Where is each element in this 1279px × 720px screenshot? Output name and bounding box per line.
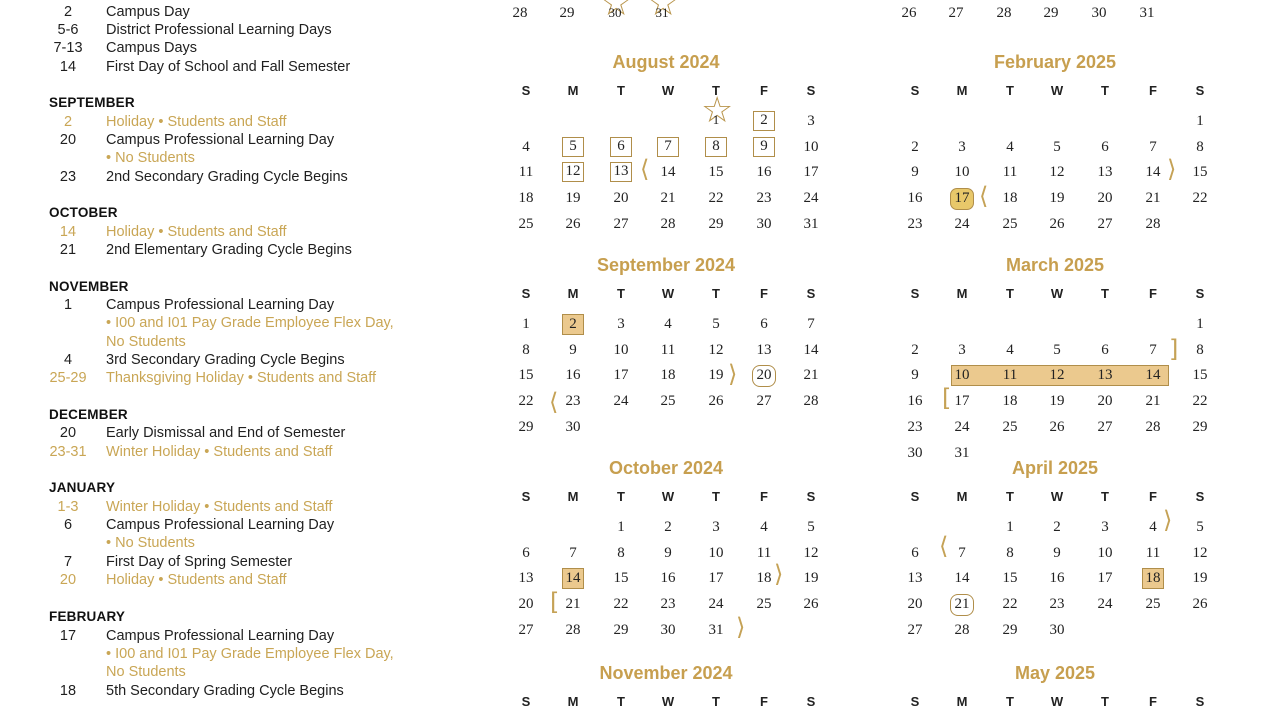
weekday-label: T <box>712 694 720 709</box>
calendar-day: 7 <box>569 545 577 561</box>
weekday-label: T <box>1101 694 1109 709</box>
weekday-label: F <box>1149 489 1157 504</box>
calendar-day: 8 <box>1006 545 1014 561</box>
calendar-day: 26 <box>803 596 819 612</box>
calendar-day: 5 <box>1053 342 1061 358</box>
calendar-day: 30 <box>756 216 772 232</box>
calendar-title: August 2024 <box>612 52 720 72</box>
calendar-day: 15 <box>613 570 629 586</box>
calendar-day: 17 <box>950 188 974 210</box>
chevron-marker-icon: [ <box>550 588 560 616</box>
weekday-label: M <box>567 489 579 504</box>
calendar-day: 25 <box>518 216 534 232</box>
calendar-day: 20 <box>1097 190 1113 206</box>
calendar-day: 6 <box>610 137 632 157</box>
calendar-day: 12 <box>803 545 819 561</box>
month-heading: FEBRUARY <box>49 609 126 624</box>
calendar-day: 3 <box>1101 519 1109 535</box>
weekday-label: F <box>760 489 768 504</box>
calendar-title: September 2024 <box>596 255 736 275</box>
weekday-label: W <box>1050 694 1064 709</box>
calendar-day: 24 <box>1097 596 1113 612</box>
calendar-day: 4 <box>1149 519 1157 535</box>
calendar-day: 14 <box>1145 164 1161 180</box>
weekday-label: S <box>521 286 531 301</box>
calendar-day: 31 <box>1139 5 1155 21</box>
calendar-day: 3 <box>807 113 815 129</box>
calendar-day: 4 <box>1006 139 1014 155</box>
calendar-day: 25 <box>1002 419 1018 435</box>
weekday-label: T <box>1101 489 1109 504</box>
calendar-title: November 2024 <box>599 663 733 683</box>
chevron-marker-icon: ⟩ <box>1163 506 1173 534</box>
calendar-day: 11 <box>1002 164 1018 180</box>
calendar-day: 14 <box>562 568 584 589</box>
calendar-day: 5 <box>807 519 815 535</box>
calendar-day: 25 <box>1002 216 1018 232</box>
calendar-day: 2 <box>753 111 775 131</box>
weekday-label: T <box>712 286 720 301</box>
calendar-day: 7 <box>1149 139 1157 155</box>
calendar-day: 23 <box>756 190 772 206</box>
calendar-day: 4 <box>1006 342 1014 358</box>
calendar-day: 10 <box>708 545 724 561</box>
calendar-day: 1 <box>617 519 625 535</box>
weekday-label: T <box>1006 83 1014 98</box>
weekday-label: S <box>1195 286 1205 301</box>
calendar-day: 6 <box>1101 139 1109 155</box>
weekday-label: S <box>521 694 531 709</box>
calendar-title: April 2025 <box>1011 458 1099 478</box>
calendar-day: 23 <box>907 216 923 232</box>
calendar-day: 10 <box>613 342 629 358</box>
calendar-day: 28 <box>660 216 676 232</box>
calendar-day: 20 <box>907 596 923 612</box>
calendar-day: 27 <box>518 622 534 638</box>
weekday-label: M <box>956 83 968 98</box>
calendar-day: 3 <box>617 316 625 332</box>
calendar-day: 22 <box>1192 393 1208 409</box>
calendar-day: 9 <box>664 545 672 561</box>
calendar-day: 24 <box>954 216 970 232</box>
calendar-title: February 2025 <box>993 52 1117 72</box>
weekday-label: T <box>617 694 625 709</box>
calendar-day: 1 <box>1196 113 1204 129</box>
calendar-day: 10 <box>954 367 970 383</box>
weekday-label: M <box>956 489 968 504</box>
calendar-day: 14 <box>803 342 819 358</box>
calendar-day: 22 <box>708 190 724 206</box>
weekday-label: F <box>1149 286 1157 301</box>
chevron-marker-icon: ⟨ <box>939 532 949 560</box>
weekday-label: W <box>1050 83 1064 98</box>
calendar-day: 6 <box>911 545 919 561</box>
calendar-day: 17 <box>1097 570 1113 586</box>
weekday-label: S <box>806 286 816 301</box>
calendar-day: 12 <box>562 162 584 182</box>
calendar-day: 23 <box>1049 596 1065 612</box>
calendar-day: 25 <box>756 596 772 612</box>
calendar-day: 22 <box>1002 596 1018 612</box>
calendar-day: 28 <box>803 393 819 409</box>
weekday-label: T <box>1006 694 1014 709</box>
calendar-day: 15 <box>1002 570 1018 586</box>
calendar-day: 13 <box>756 342 772 358</box>
calendar-day: 1 <box>1196 316 1204 332</box>
calendar-day: 8 <box>1196 139 1204 155</box>
chevron-marker-icon: ⟩ <box>1167 155 1177 183</box>
weekday-label: W <box>661 83 675 98</box>
calendar-day: 9 <box>1053 545 1061 561</box>
calendar-day: 9 <box>569 342 577 358</box>
chevron-marker-icon: ⟩ <box>728 360 738 388</box>
calendar-day: 31 <box>708 622 724 638</box>
calendar-day: 16 <box>907 190 923 206</box>
weekday-label: W <box>1050 489 1064 504</box>
calendar-day: 28 <box>512 5 528 21</box>
weekday-label: T <box>712 489 720 504</box>
calendar-day: 29 <box>613 622 629 638</box>
calendar-day: 4 <box>664 316 672 332</box>
weekday-label: W <box>661 489 675 504</box>
calendar-day: 30 <box>1049 622 1065 638</box>
calendar-day: 3 <box>712 519 720 535</box>
calendar-day: 12 <box>1049 367 1065 383</box>
calendar-day: 16 <box>565 367 581 383</box>
calendar-day: 27 <box>907 622 923 638</box>
calendar-day: 16 <box>1049 570 1065 586</box>
weekday-label: W <box>1050 286 1064 301</box>
calendar-day: ☆ 31 <box>647 4 677 22</box>
weekday-label: T <box>1006 286 1014 301</box>
weekday-label: F <box>760 286 768 301</box>
calendar-day: 16 <box>907 393 923 409</box>
calendar-day: 26 <box>708 393 724 409</box>
calendar-day: 10 <box>954 164 970 180</box>
weekday-label: M <box>567 286 579 301</box>
calendar-day: 1 <box>1006 519 1014 535</box>
calendar-day: 23 <box>907 419 923 435</box>
calendar-day: 19 <box>1192 570 1208 586</box>
calendar-day: 29 <box>1002 622 1018 638</box>
calendar-day: 3 <box>958 139 966 155</box>
calendar-day: 18 <box>518 190 534 206</box>
calendar-day: 2 <box>562 314 584 335</box>
chevron-marker-icon: ⟩ <box>774 560 784 588</box>
weekday-label: T <box>1101 286 1109 301</box>
calendar-day: 26 <box>1049 216 1065 232</box>
events-list: 2 Campus Day 5-6 District Professional Learning Days 7-13 Campus Days 14 First Day of School and Fall Semester SEPTEMBER 2 Holiday • Students and Staff 20 Campus Professional Learning Day • No Students 23 2nd Secondary Grading Cycle Begins OCTOBER 14 Holiday • Students and Staff 21 2nd Elementary Grading Cycle Begins NOVEMBER 1 Campus Professional Learning Day • I00 and I01 Pay Grade Employee Flex Day, No Students 4 3rd Secondary Grading Cycle Begins 25-29 Thanksgiving Holiday • Students and Staff DECEMBER 20 Early Dismissal and End of Semester 23-31 Winter Holiday • Students and Staff JANUARY 1-3 Winter Holiday • Students and Staff 6 Campus Professional Learning Day • No Students 7 First Day of Spring Semester 20 Holiday • Students and Staff FEBRUARY 17 Campus Professional Learning Day • I00 and I01 Pay Grade Employee Flex Day, No Students 18 5th Secondary Grading Cycle Begins <box>49 4 394 699</box>
month-heading: DECEMBER <box>49 407 128 422</box>
weekday-label: S <box>806 694 816 709</box>
calendar-day: 16 <box>756 164 772 180</box>
weekday-label: S <box>910 694 920 709</box>
chevron-marker-icon: ⟨ <box>549 388 559 416</box>
calendar-day: 9 <box>911 367 919 383</box>
calendar-day: 10 <box>1097 545 1113 561</box>
calendar-title: May 2025 <box>1014 663 1096 683</box>
calendar-day: 30 <box>1091 5 1107 21</box>
calendar-day: 23 <box>565 393 581 409</box>
calendar-day: ☆ 30 <box>600 4 630 22</box>
calendar-day: 18 <box>1142 568 1164 589</box>
month-heading: JANUARY <box>49 480 116 495</box>
weekday-label: W <box>661 286 675 301</box>
calendar-day: 13 <box>1097 367 1113 383</box>
calendar-day: 11 <box>518 164 534 180</box>
calendar-day: 2 <box>911 342 919 358</box>
calendar-day: 13 <box>518 570 534 586</box>
calendar-day: 14 <box>954 570 970 586</box>
calendar-day: 8 <box>617 545 625 561</box>
weekday-label: M <box>956 286 968 301</box>
calendar-day: 17 <box>803 164 819 180</box>
calendar-day: 1 <box>522 316 530 332</box>
calendar-day: 2 <box>1053 519 1061 535</box>
weekday-label: M <box>567 83 579 98</box>
calendar-day: 29 <box>708 216 724 232</box>
weekday-label: S <box>1195 489 1205 504</box>
weekday-label: T <box>712 83 720 98</box>
calendar-day: 26 <box>1192 596 1208 612</box>
calendar-day: 11 <box>1145 545 1161 561</box>
calendar-day: 31 <box>803 216 819 232</box>
calendar-day: 8 <box>1196 342 1204 358</box>
chevron-marker-icon: [ <box>942 384 952 412</box>
calendar-day: 19 <box>708 367 724 383</box>
weekday-label: T <box>617 489 625 504</box>
weekday-label: F <box>1149 83 1157 98</box>
calendar-day: ☆ 1 <box>701 111 731 129</box>
calendar-day: 13 <box>1097 164 1113 180</box>
weekday-label: M <box>567 694 579 709</box>
calendar-day: 28 <box>954 622 970 638</box>
calendar-day: 8 <box>705 137 727 157</box>
weekday-label: S <box>1195 83 1205 98</box>
calendar-day: 30 <box>565 419 581 435</box>
calendar-day: 20 <box>613 190 629 206</box>
weekday-label: M <box>956 694 968 709</box>
calendar-day: 15 <box>708 164 724 180</box>
month-heading: SEPTEMBER <box>49 95 135 110</box>
calendar-day: 22 <box>613 596 629 612</box>
calendar-day: 21 <box>1145 190 1161 206</box>
calendar-day: 18 <box>1002 190 1018 206</box>
calendar-day: 20 <box>518 596 534 612</box>
calendar-day: 30 <box>907 445 923 461</box>
calendar-day: 14 <box>660 164 676 180</box>
calendar-day: 19 <box>803 570 819 586</box>
calendar-day: 11 <box>1002 367 1018 383</box>
calendar-day: 11 <box>756 545 772 561</box>
calendar-day: 3 <box>958 342 966 358</box>
weekday-label: S <box>521 83 531 98</box>
calendar-day: 24 <box>708 596 724 612</box>
calendar-day: 24 <box>803 190 819 206</box>
calendar-day: 19 <box>565 190 581 206</box>
calendar-day: 5 <box>562 137 584 157</box>
calendar-day: 27 <box>756 393 772 409</box>
calendar-day: 9 <box>753 137 775 157</box>
calendar-day: 19 <box>1049 190 1065 206</box>
weekday-label: F <box>760 694 768 709</box>
calendar-day: 31 <box>954 445 970 461</box>
calendar-day: 4 <box>522 139 530 155</box>
calendar-day: 2 <box>911 139 919 155</box>
calendar-day: 27 <box>1097 216 1113 232</box>
calendar-day: 27 <box>1097 419 1113 435</box>
calendar-day: 27 <box>948 5 964 21</box>
calendar-day: 7 <box>657 137 679 157</box>
calendar-day: 21 <box>660 190 676 206</box>
calendar-day: 26 <box>1049 419 1065 435</box>
calendar-day: 15 <box>1192 164 1208 180</box>
calendar-day: 29 <box>1192 419 1208 435</box>
month-heading: NOVEMBER <box>49 279 129 294</box>
calendar-day: 16 <box>660 570 676 586</box>
calendar-day: 4 <box>760 519 768 535</box>
calendar-day: 22 <box>518 393 534 409</box>
weekday-label: F <box>760 83 768 98</box>
calendar-day: 26 <box>565 216 581 232</box>
calendar-day: 24 <box>613 393 629 409</box>
calendar-day: 25 <box>1145 596 1161 612</box>
calendar-day: 28 <box>1145 216 1161 232</box>
calendar-day: 30 <box>660 622 676 638</box>
calendar-day: 22 <box>1192 190 1208 206</box>
calendar-day: 5 <box>1196 519 1204 535</box>
chevron-marker-icon: ] <box>1169 335 1179 363</box>
calendar-day: 19 <box>1049 393 1065 409</box>
calendar-day: 5 <box>1053 139 1061 155</box>
weekday-label: T <box>1101 83 1109 98</box>
calendar-day: 7 <box>807 316 815 332</box>
calendar-day: 29 <box>559 5 575 21</box>
weekday-label: T <box>617 286 625 301</box>
weekday-label: W <box>661 694 675 709</box>
weekday-label: T <box>1006 489 1014 504</box>
calendar-day: 23 <box>660 596 676 612</box>
calendar-day: 12 <box>708 342 724 358</box>
calendar-day: 7 <box>958 545 966 561</box>
calendar-day: 17 <box>954 393 970 409</box>
calendar-day: 28 <box>1145 419 1161 435</box>
weekday-label: S <box>910 83 920 98</box>
calendar-day: 6 <box>522 545 530 561</box>
calendar-day: 17 <box>613 367 629 383</box>
calendar-day: 13 <box>907 570 923 586</box>
calendar-day: 21 <box>803 367 819 383</box>
calendar-day: 18 <box>660 367 676 383</box>
calendar-day: 9 <box>911 164 919 180</box>
calendar-day: 25 <box>660 393 676 409</box>
calendar-day: 26 <box>901 5 917 21</box>
calendar-title: March 2025 <box>1005 255 1105 275</box>
weekday-label: S <box>806 489 816 504</box>
weekday-label: S <box>806 83 816 98</box>
calendar-day: 20 <box>752 365 776 387</box>
month-heading: OCTOBER <box>49 205 118 220</box>
calendar-day: 18 <box>1002 393 1018 409</box>
calendar-day: 21 <box>950 594 974 616</box>
calendar-day: 28 <box>565 622 581 638</box>
chevron-marker-icon: ⟨ <box>979 182 989 210</box>
chevron-marker-icon: ⟩ <box>736 613 746 641</box>
weekday-label: F <box>1149 694 1157 709</box>
weekday-label: S <box>521 489 531 504</box>
weekday-label: T <box>617 83 625 98</box>
calendar-day: 15 <box>518 367 534 383</box>
calendar-day: 11 <box>660 342 676 358</box>
calendar-day: 7 <box>1149 342 1157 358</box>
calendar-day: 10 <box>803 139 819 155</box>
calendar-day: 17 <box>708 570 724 586</box>
calendar-day: 6 <box>1101 342 1109 358</box>
calendar-day: 29 <box>518 419 534 435</box>
calendar-day: 2 <box>664 519 672 535</box>
calendar-day: 21 <box>1145 393 1161 409</box>
calendar-day: 13 <box>610 162 632 182</box>
weekday-label: S <box>910 286 920 301</box>
calendar-day: 8 <box>522 342 530 358</box>
calendar-day: 6 <box>760 316 768 332</box>
calendar-day: 12 <box>1049 164 1065 180</box>
calendar-day: 20 <box>1097 393 1113 409</box>
calendar-day: 28 <box>996 5 1012 21</box>
calendar-day: 29 <box>1043 5 1059 21</box>
weekday-label: S <box>1195 694 1205 709</box>
calendar-day: 5 <box>712 316 720 332</box>
calendar-title: October 2024 <box>608 458 724 478</box>
calendar-day: 18 <box>756 570 772 586</box>
calendar-day: 15 <box>1192 367 1208 383</box>
calendar-day: 12 <box>1192 545 1208 561</box>
calendar-day: 27 <box>613 216 629 232</box>
chevron-marker-icon: ⟨ <box>640 155 650 183</box>
calendar-day: 24 <box>954 419 970 435</box>
weekday-label: S <box>910 489 920 504</box>
calendar-day: 21 <box>565 596 581 612</box>
calendar-day: 14 <box>1145 367 1161 383</box>
